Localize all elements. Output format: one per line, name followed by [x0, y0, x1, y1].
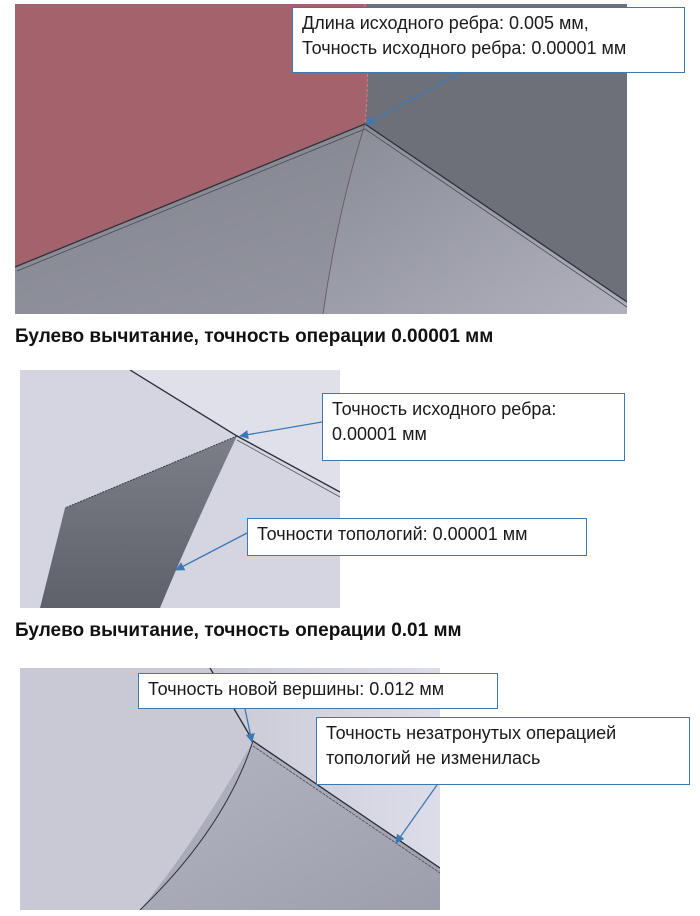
callout-untouched-topology-line2: топологий не изменилась — [326, 748, 541, 768]
callout-topology-tolerance — [247, 518, 587, 556]
callout-edge-tolerance-line2: 0.00001 мм — [332, 424, 427, 444]
caption-2: Булево вычитание, точность операции 0.01 мм — [15, 620, 462, 641]
callout-original-edge — [292, 7, 685, 73]
callout-topology-tolerance-text: Точности топологий: 0.00001 мм — [257, 524, 528, 544]
callout-edge-tolerance — [322, 393, 625, 461]
callout-new-vertex — [138, 673, 498, 709]
callout-original-edge-line1: Длина исходного ребра: 0.005 мм, — [302, 13, 589, 33]
callout-original-edge-line2: Точность исходного ребра: 0.00001 мм — [302, 38, 627, 58]
callout-untouched-topology — [316, 717, 690, 785]
callout-edge-tolerance-line1: Точность исходного ребра: — [332, 399, 557, 419]
callout-new-vertex-text: Точность новой вершины: 0.012 мм — [148, 679, 445, 699]
callout-untouched-topology-line1: Точность незатронутых операцией — [326, 723, 617, 743]
caption-1: Булево вычитание, точность операции 0.00001 мм — [15, 326, 494, 347]
panel-2-geometry — [20, 370, 340, 608]
panel-2-render — [20, 370, 340, 608]
